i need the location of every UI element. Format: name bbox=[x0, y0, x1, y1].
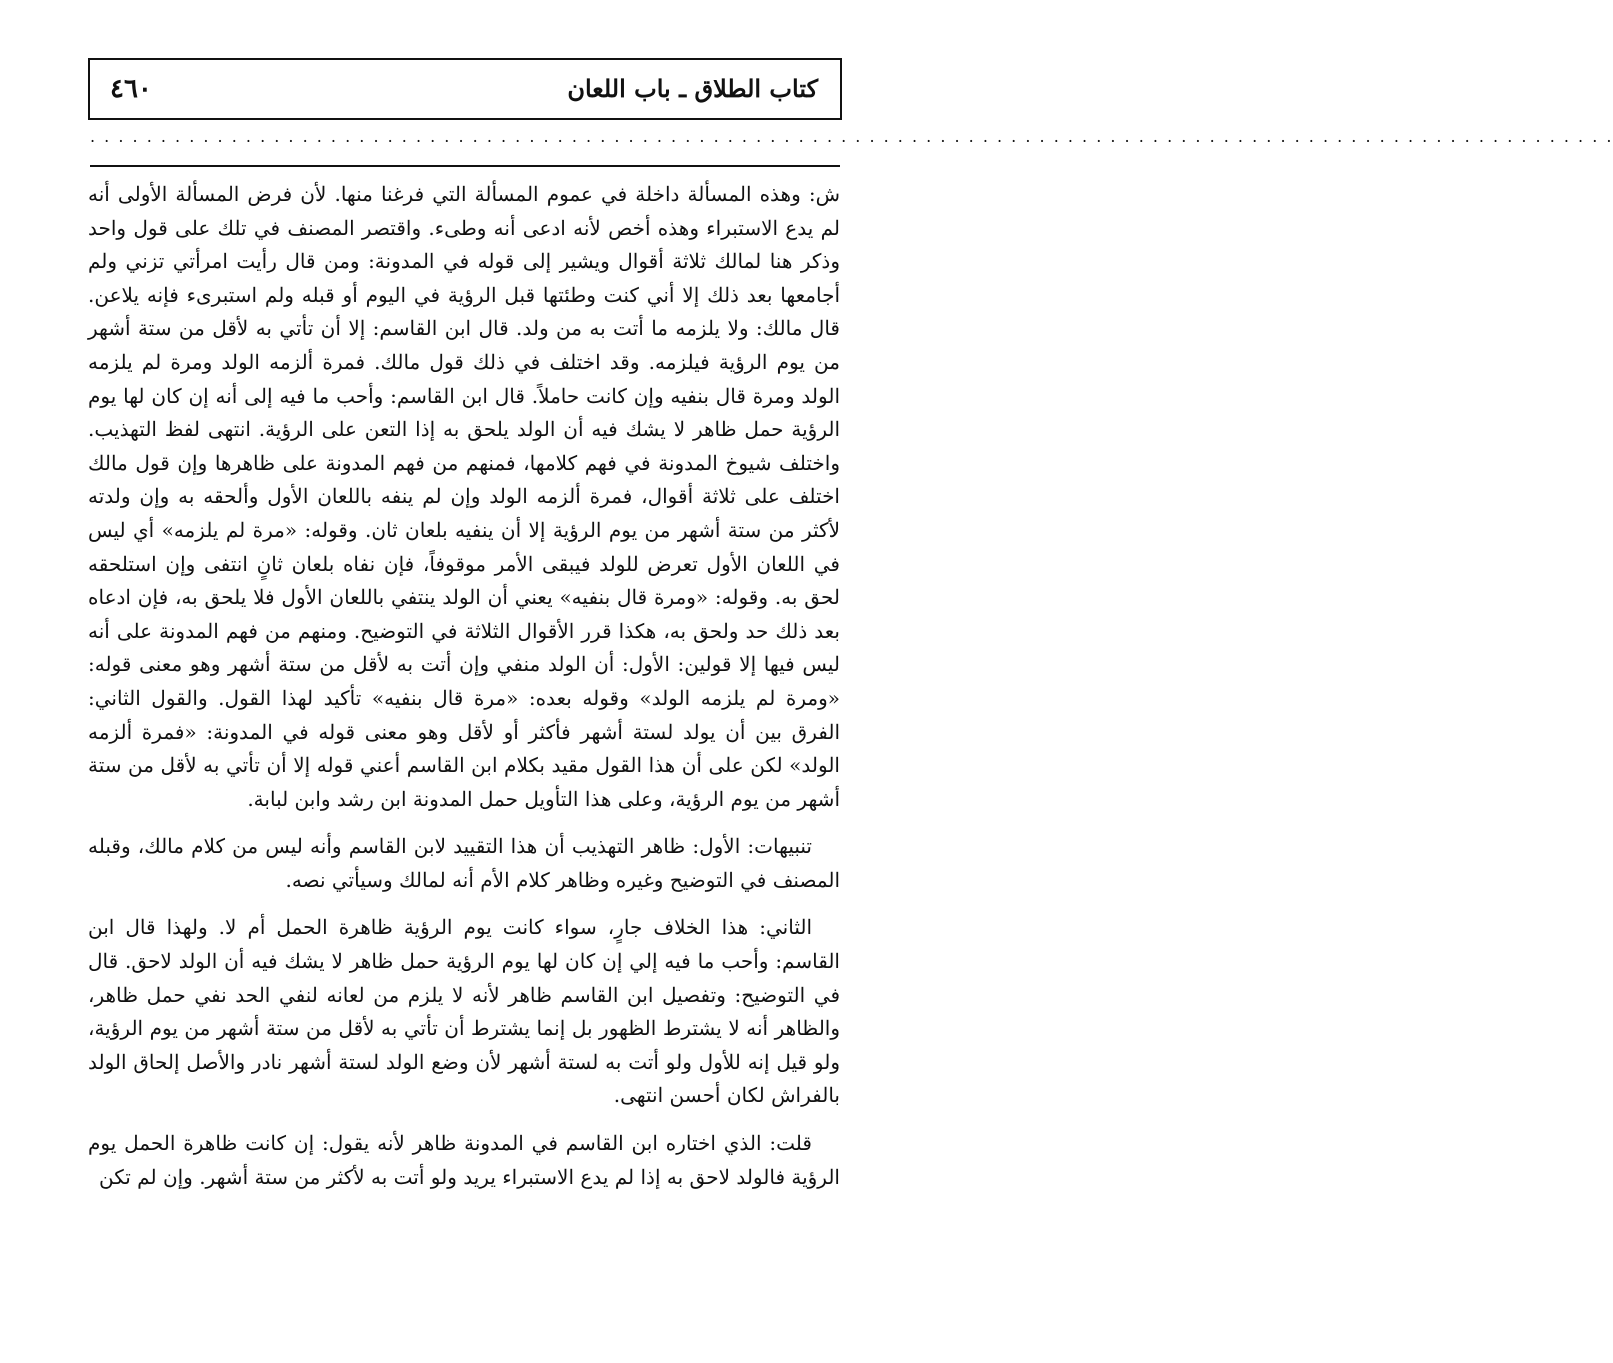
running-header bbox=[88, 58, 842, 120]
page-number: ٤٦٠ bbox=[110, 74, 152, 104]
dotted-separator: . . . . . . . . . . . . . . . . . . . . . . . . . . . . . . . . . . . . . . . . . . . . . . . . . . . . . . . . . . . . . . . . . . . . . . . . . . . . . . . . . . . . . . . . . . . . . . . . . . . . . . . . . . . . bbox=[90, 127, 1613, 146]
chapter-title: كتاب الطلاق ـ باب اللعان bbox=[567, 74, 818, 103]
notes-paragraph-second: الثاني: هذا الخلاف جارٍ، سواء كانت يوم الرؤية ظاهرة الحمل أم لا. ولهذا قال ابن القاسم: وأحب ما فيه إلي إن كان لها يوم الرؤية حمل ظاهر لا يشك فيه أن الولد لاحق. قال في التوضيح: وتفصيل ابن القاسم ظاهر لأنه لا يلزم من لعانه لنفي الحد نفي حمل ظاهر، والظاهر أنه لا يشترط الظهور بل إنما يشترط أن تأتي به لأقل من ستة أشهر من يوم الرؤية، ولو قيل إنه للأول ولو أتت به لستة أشهر لأن وضع الولد لستة أشهر نادر والأصل إلحاق الولد بالفراش لكان أحسن انتهى. bbox=[88, 915, 840, 1108]
header-rule bbox=[90, 165, 840, 167]
notes-paragraph-first: تنبيهات: الأول: ظاهر التهذيب أن هذا التقييد لابن القاسم وأنه ليس من كلام مالك، وقبله المصنف في التوضيح وغيره وظاهر كلام الأم أنه لمالك وسيأتي نصه. bbox=[88, 834, 840, 892]
commentary-paragraph: ش: وهذه المسألة داخلة في عموم المسألة التي فرغنا منها. لأن فرض المسألة الأولى أنه لم يدع الاستبراء وهذه أخص لأنه ادعى أنه وطىء. واقتصر المصنف في تلك على قول واحد وذكر هنا لمالك ثلاثة أقوال ويشير إلى قوله في المدونة: ومن قال رأيت امرأتي تزني ولم أجامعها بعد ذلك إلا أني كنت وطئتها قبل الرؤية في اليوم أو قبله ولم استبرىء فإنه يلاعن. قال مالك: ولا يلزمه ما أتت به من ولد. قال ابن القاسم: إلا أن تأتي به لأقل من ستة أشهر من يوم الرؤية فيلزمه. وقد اختلف في ذلك قول مالك. فمرة ألزمه الولد ومرة لم يلزمه الولد ومرة قال بنفيه وإن كانت حاملاً. قال ابن القاسم: وأحب ما فيه إلى أنه إن كان لها يوم الرؤية حمل ظاهر لا يشك فيه أن الولد يلحق به إذا التعن على الرؤية. انتهى لفظ التهذيب. واختلف شيوخ المدونة في فهم كلامها، فمنهم من فهم المدونة على ظاهرها وإن قول مالك اختلف على ثلاثة أقوال، فمرة ألزمه الولد وإن لم ينفه باللعان الأول وألحقه به وإن ولدته لأكثر من ستة أشهر من يوم الرؤية إلا أن ينفيه بلعان ثان. وقوله: «مرة لم يلزمه» أي ليس في اللعان الأول تعرض للولد فيبقى الأمر موقوفاً، فإن نفاه بلعان ثانٍ انتفى وإن استلحقه لحق به. وقوله: «ومرة قال بنفيه» يعني أن الولد ينتفي باللعان الأول فلا يلحق به، فإن ادعاه بعد ذلك حد ولحق به، هكذا قرر الأقوال الثلاثة في التوضيح. ومنهم من فهم المدونة على أنه ليس فيها إلا قولين: الأول: أن الولد منفي وإن أتت به لأقل من ستة أشهر وهو معنى قوله: «ومرة لم يلزمه الولد» وقوله بعده: «مرة قال بنفيه» تأكيد لهذا القول. والقول الثاني: الفرق بين أن يولد لستة أشهر فأكثر أو لأقل وهو معنى قوله في المدونة: «فمرة ألزمه الولد» لكن على أن هذا القول مقيد بكلام ابن القاسم أعني قوله إلا أن تأتي به لأقل من ستة أشهر من يوم الرؤية، وعلى هذا التأويل حمل المدونة ابن رشد وابن لبابة. bbox=[88, 182, 840, 811]
body-text bbox=[88, 178, 840, 1208]
author-remark-paragraph: قلت: الذي اختاره ابن القاسم في المدونة ظاهر لأنه يقول: إن كانت ظاهرة الحمل يوم الرؤية فالولد لاحق به إذا لم يدع الاستبراء يريد ولو أتت به لأكثر من ستة أشهر. وإن لم تكن bbox=[88, 1131, 840, 1189]
